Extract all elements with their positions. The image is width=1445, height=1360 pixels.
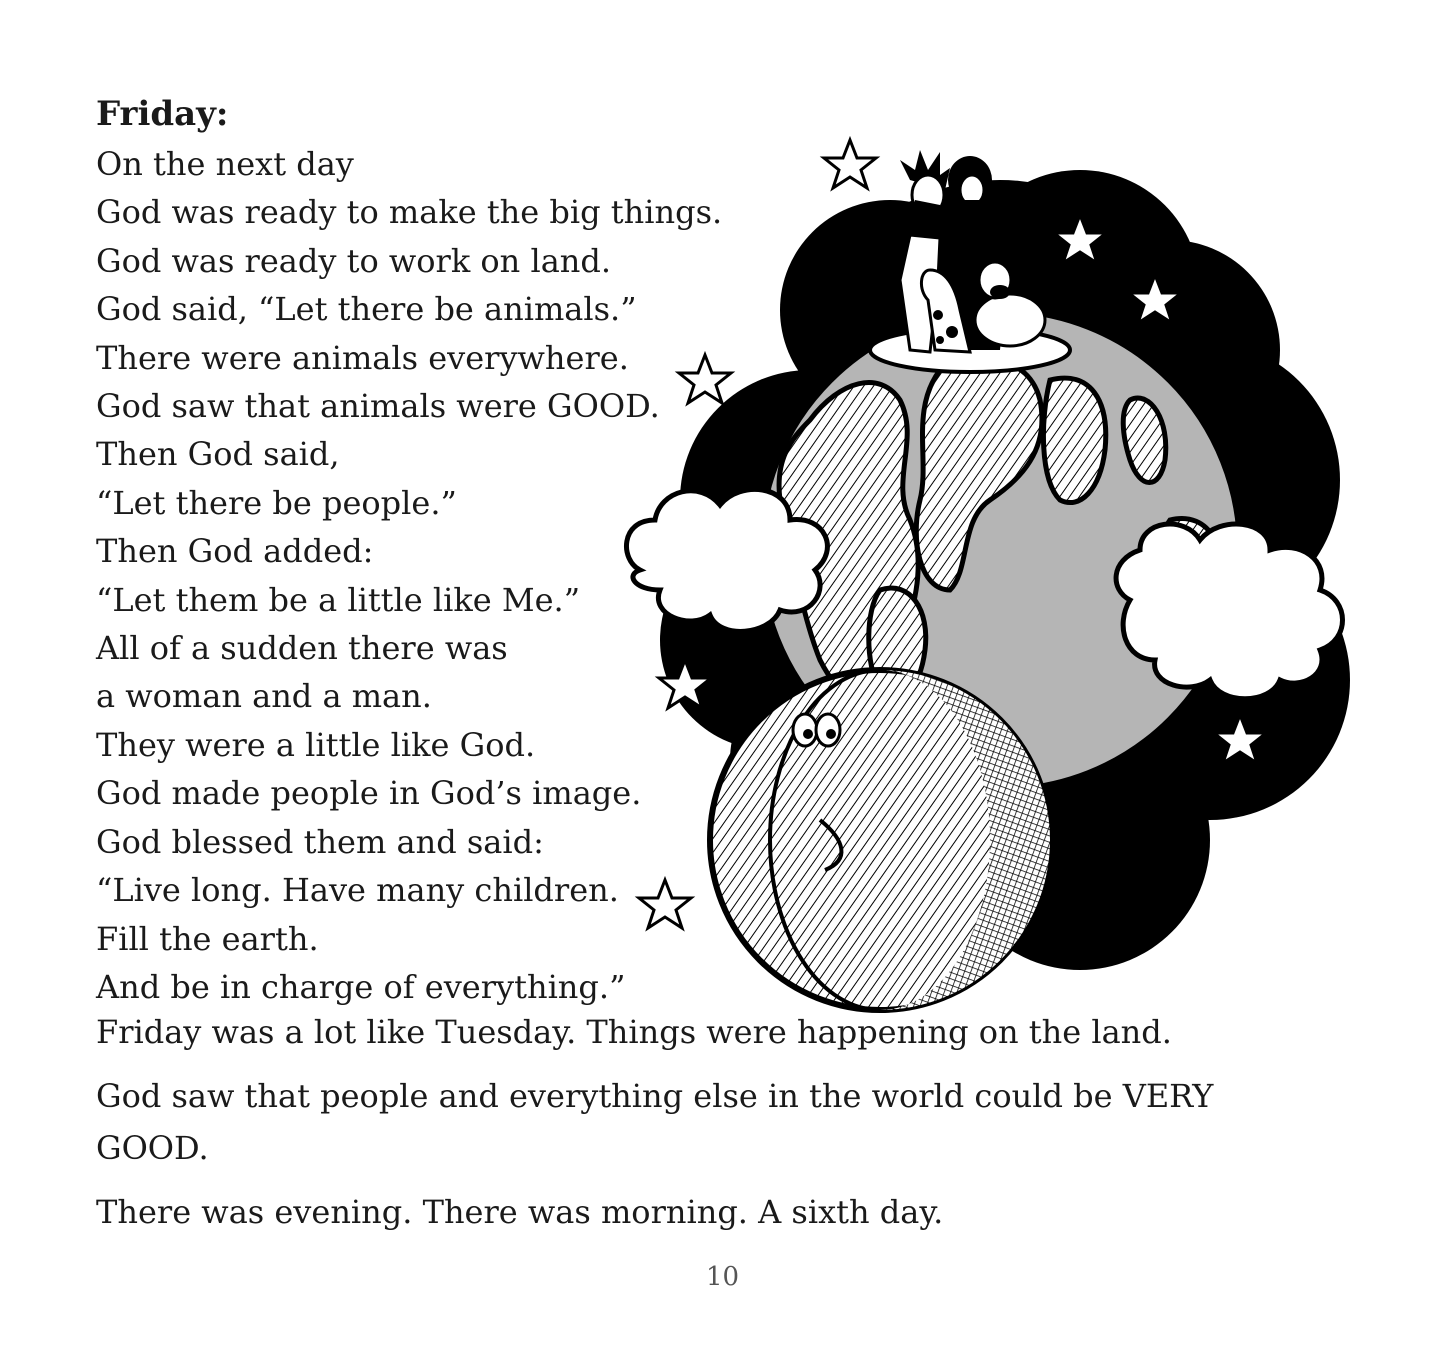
poem-line: God made people in God’s image. [96, 774, 642, 813]
poem-line: God saw that animals were GOOD. [96, 387, 660, 426]
poem-line: Then God said, [96, 435, 340, 474]
earth-illustration [610, 120, 1390, 1020]
poem-line: Fill the earth. [96, 919, 319, 958]
page-number: 10 [705, 1262, 740, 1292]
poem-line: Then God added: [96, 532, 374, 571]
poem-line: “Let there be people.” [96, 483, 457, 522]
day-heading: Friday: [96, 94, 229, 134]
poem-line: On the next day [96, 145, 354, 183]
poem-line: God was ready to make the big things. [96, 193, 723, 232]
poem-line: All of a sudden there was [96, 629, 508, 668]
poem-line: “Live long. Have many children. [96, 871, 619, 910]
star-icon [824, 140, 876, 188]
poem-line: They were a little like God. [96, 725, 536, 764]
poem-line: God blessed them and said: [96, 822, 544, 861]
poem-text [96, 140, 722, 1011]
closing-paragraphs [96, 1006, 1296, 1250]
poem-line: “Let them be a little like Me.” [96, 580, 581, 619]
paragraph: God saw that people and everything else in the world could be VERY GOOD. [96, 1077, 1214, 1167]
continent-shape [1043, 378, 1105, 502]
paragraph: Friday was a lot like Tuesday. Things were happening on the land. [96, 1013, 1172, 1051]
moon-character [710, 670, 1050, 1010]
poem-line: a woman and a man. [96, 677, 432, 716]
poem-line: There were animals everywhere. [96, 338, 629, 377]
paragraph: There was evening. There was morning. A sixth day. [96, 1193, 944, 1231]
poem-line: God said, “Let there be animals.” [96, 290, 637, 329]
poem-line: God was ready to work on land. [96, 241, 612, 280]
poem-line: And be in charge of everything.” [96, 967, 626, 1006]
